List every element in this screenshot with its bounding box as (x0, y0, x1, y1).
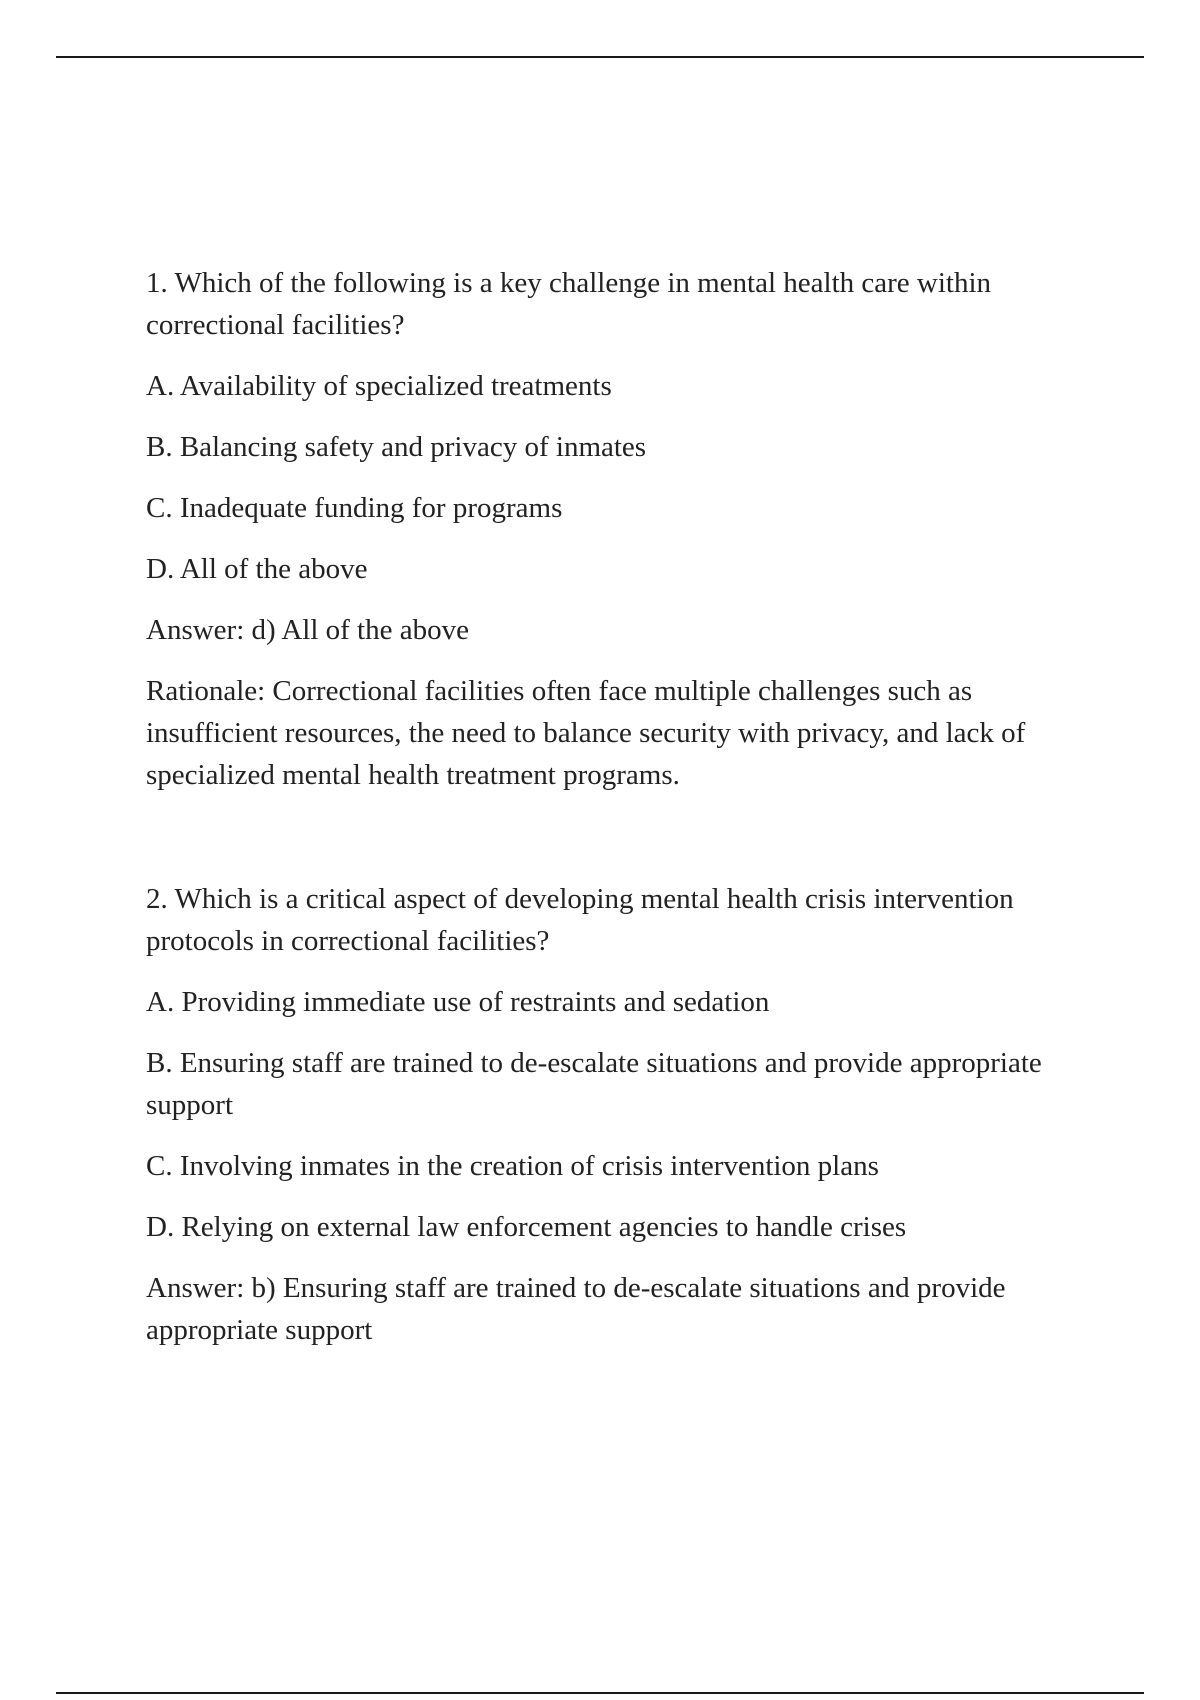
option-a: A. Availability of specialized treatments (146, 370, 612, 402)
footer-rule (56, 1692, 1144, 1694)
option-d: D. Relying on external law enforcement agencies to handle crises (146, 1211, 907, 1243)
question-text: 1. Which of the following is a key challenge in mental health care within correctional facilities? (146, 267, 992, 341)
option-d: D. All of the above (146, 553, 368, 585)
rationale-text: Rationale: Correctional facilities often face multiple challenges such as insufficient resources, the need to balance security with privacy, and lack of specialized mental health treatment programs. (146, 675, 1026, 791)
question-block-1 (146, 262, 1086, 796)
header-rule (56, 56, 1144, 58)
option-c: C. Involving inmates in the creation of crisis intervention plans (146, 1150, 879, 1182)
option-c: C. Inadequate funding for programs (146, 492, 563, 524)
answer-text: Answer: b) Ensuring staff are trained to de-escalate situations and provide appropriate support (146, 1272, 1006, 1346)
document-body (146, 262, 1086, 1351)
option-a: A. Providing immediate use of restraints and sedation (146, 986, 770, 1018)
option-b: B. Balancing safety and privacy of inmates (146, 431, 647, 463)
question-block-2 (146, 878, 1086, 1351)
question-text: 2. Which is a critical aspect of developing mental health crisis intervention protocols in correctional facilities? (146, 883, 1014, 957)
option-b: B. Ensuring staff are trained to de-escalate situations and provide appropriate support (146, 1047, 1042, 1121)
answer-text: Answer: d) All of the above (146, 614, 469, 646)
